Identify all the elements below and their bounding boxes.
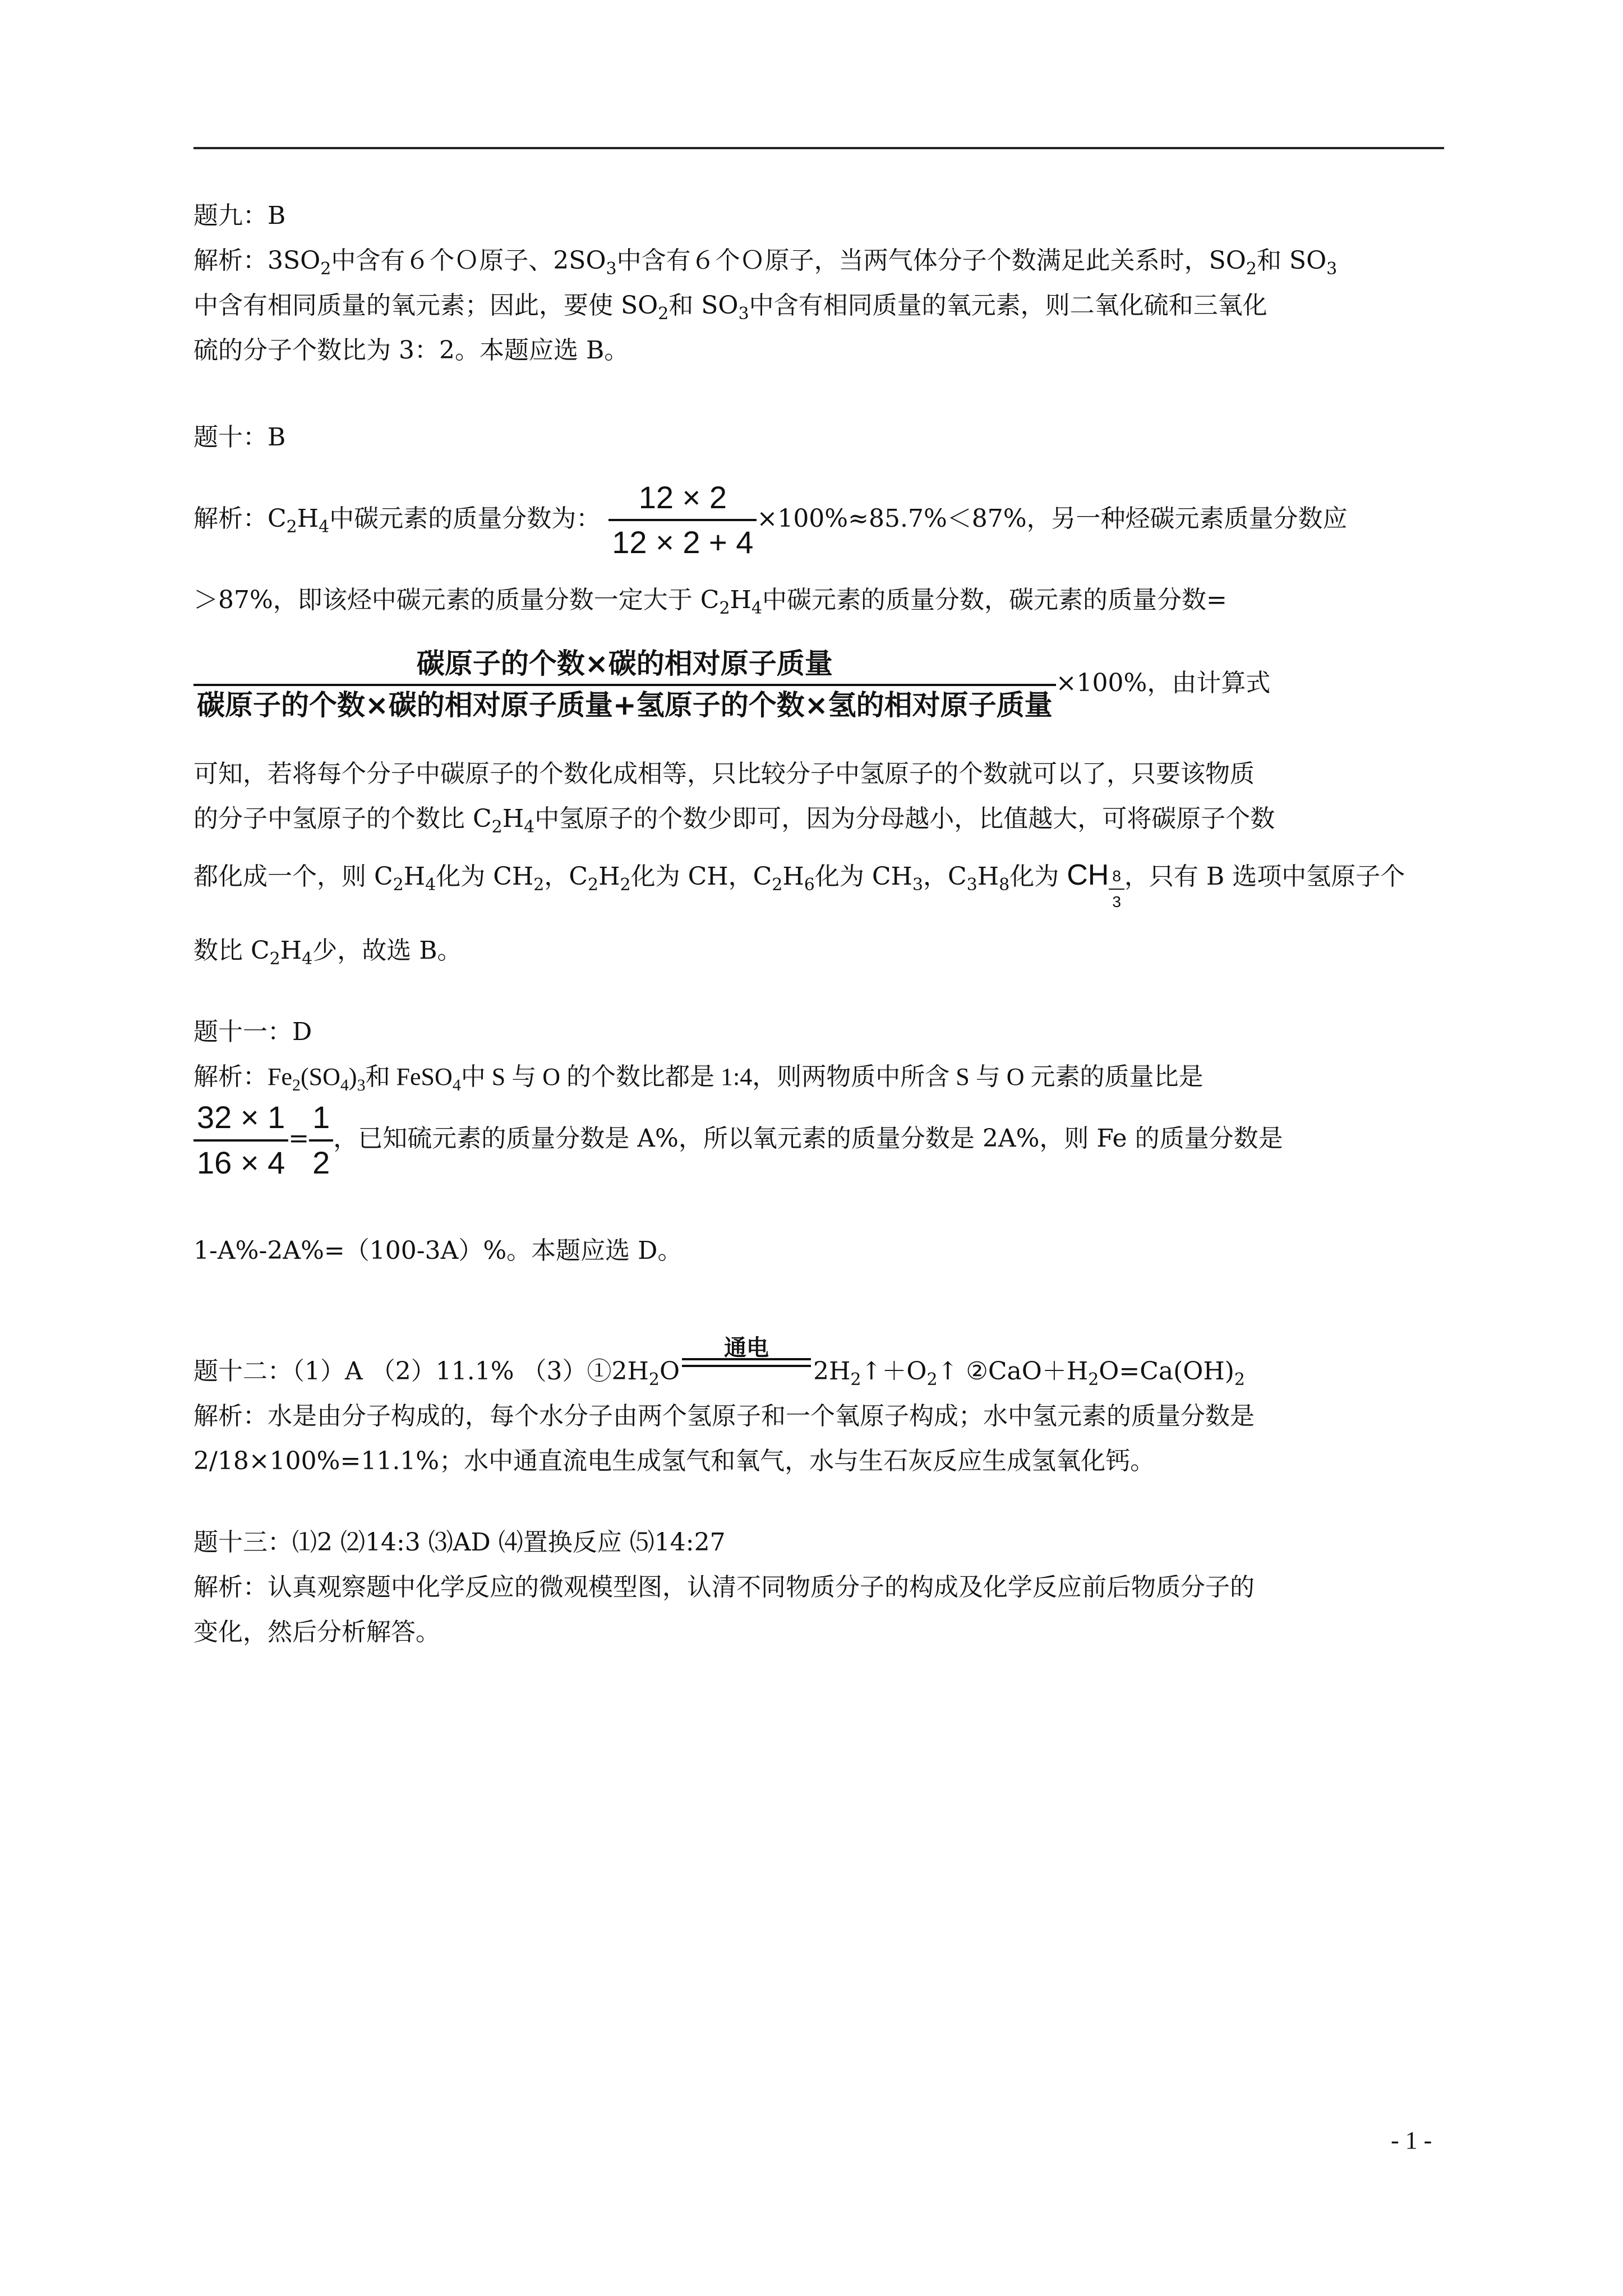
- q10-line-7: 数比 $C_2H_4$少，故选 B。: [193, 936, 462, 969]
- q12-answer-line: 题十二：（1）A （2）11.1% $(3)①2H_2O$ 通电 $2H_2↑+O_2↑$ $②CaO+H_2O=Ca(OH)_2$: [193, 1335, 1246, 1389]
- q9-title: 题九：B: [193, 201, 286, 230]
- electrolysis-condition: 通电: [682, 1357, 811, 1379]
- q10-line-1: 解析：$C_2H_4$中碳元素的质量分数为： $\frac{12 \times 2}{12 \times 2 + 4}$ ×100%≈85.7%＜87%，另一种烃碳元素质量分数应: [193, 480, 1348, 560]
- header-rule: [193, 147, 1444, 149]
- q11-title: 题十一：D: [193, 1018, 312, 1046]
- q10-line-4: 可知，若将每个分子中碳原子的个数化成相等，只比较分子中氢原子的个数就可以了，只要该物质 的分子中氢原子的个数比 $C_2H_4$中氢原子的个数少即可，因为分母越小，比值越大，可将碳原子个数: [193, 760, 1275, 837]
- question-13: [193, 1520, 1447, 1655]
- ch-eight-thirds: CH $\frac{8}{3}$: [1067, 859, 1124, 891]
- one-half-fraction: $\frac{1}{2}$: [309, 1099, 333, 1181]
- carbon-mass-fraction-formula: $\frac{\text{碳原子的个数×碳的相对原子质量}}{\text{碳原子的个数×碳的相对原子质量+氢原子的个数×氢的相对原子质量}}$: [193, 648, 1056, 721]
- q13-line-2: 解析：认真观察题中化学反应的微观模型图，认清不同物质分子的构成及化学反应前后物质分子的: [193, 1573, 1255, 1602]
- q12-line-2: 解析：水是由分子构成的，每个水分子由两个氢原子和一个氧原子构成；水中氢元素的质量分数是: [193, 1402, 1255, 1430]
- q10-title: 题十：B: [193, 423, 286, 452]
- q12-line-3: 2/18×100%=11.1%；水中通直流电生成氢气和氧气，水与生石灰反应生成氢氧化钙。: [193, 1447, 1155, 1475]
- page-number: - 1 -: [1391, 2127, 1432, 2154]
- question-11: [193, 1010, 1447, 1099]
- sulfur-oxygen-mass-ratio: $\frac{32 \times 1}{16 \times 4}$: [193, 1099, 288, 1181]
- carbon-fraction-c2h4: $\frac{12 \times 2}{12 \times 2 + 4}$: [608, 480, 757, 561]
- q10-line-3: $\frac{\text{碳原子的个数×碳的相对原子质量}}{\text{碳原子的个数×碳的相对原子质量+氢原子的个数×氢的相对原子质量}}$ ×100%，由计算式: [193, 648, 1447, 721]
- q9-line-3: 硫的分子个数比为 3：2。本题应选 B。: [193, 336, 629, 365]
- q9-line-2: 中含有相同质量的氧元素；因此，要使 $SO_2$和 $SO_3$中含有相同质量的氧元素，则二氧化硫和三氧化: [193, 291, 1267, 324]
- q13-title: 题十三：⑴2 ⑵14:3 ⑶AD ⑷置换反应 ⑸14:27: [193, 1528, 726, 1557]
- question-9: [193, 194, 1447, 373]
- q10-line-2: ＞87%，即该烃中碳元素的质量分数一定大于 $C_2H_4$中碳元素的质量分数，碳元素的质量分数=: [193, 586, 1227, 618]
- q11-line-1: 解析：$Fe_2(SO_4)_3$和 FeSO$_4$中 S 与 O 的个数比都是 1:4，则两物质中所含 S 与 O 元素的质量比是: [193, 1063, 1204, 1094]
- q13-line-3: 变化，然后分析解答。: [193, 1618, 440, 1646]
- q11-line-2: $\frac{32 \times 1}{16 \times 4}$ = $\frac{1}{2}$ ，已知硫元素的质量分数是 A%，所以氧元素的质量分数是 2A%，则 Fe 的质量分数是: [193, 1099, 1447, 1181]
- q10-line-6: 都化成一个，则 $C_2H_4$化为 $CH_2$，$C_2H_2$化为 CH，$C_2H_6$化为 $CH_3$，$C_3H_8$化为 CH $\frac{8}{3}$ ，只有 B 选项中氢原子个: [193, 859, 1405, 910]
- question-10-title: [193, 415, 1447, 460]
- question-12: [193, 1335, 1447, 1484]
- q9-line-1: 解析：$3SO_2$中含有６个Ｏ原子、$2SO_3$中含有６个Ｏ原子，当两气体分子个数满足此关系时，$SO_2$和 $SO_3$: [193, 246, 1338, 279]
- q11-line-3: 1-A%-2A%=（100-3A）%。本题应选 D。: [193, 1236, 683, 1265]
